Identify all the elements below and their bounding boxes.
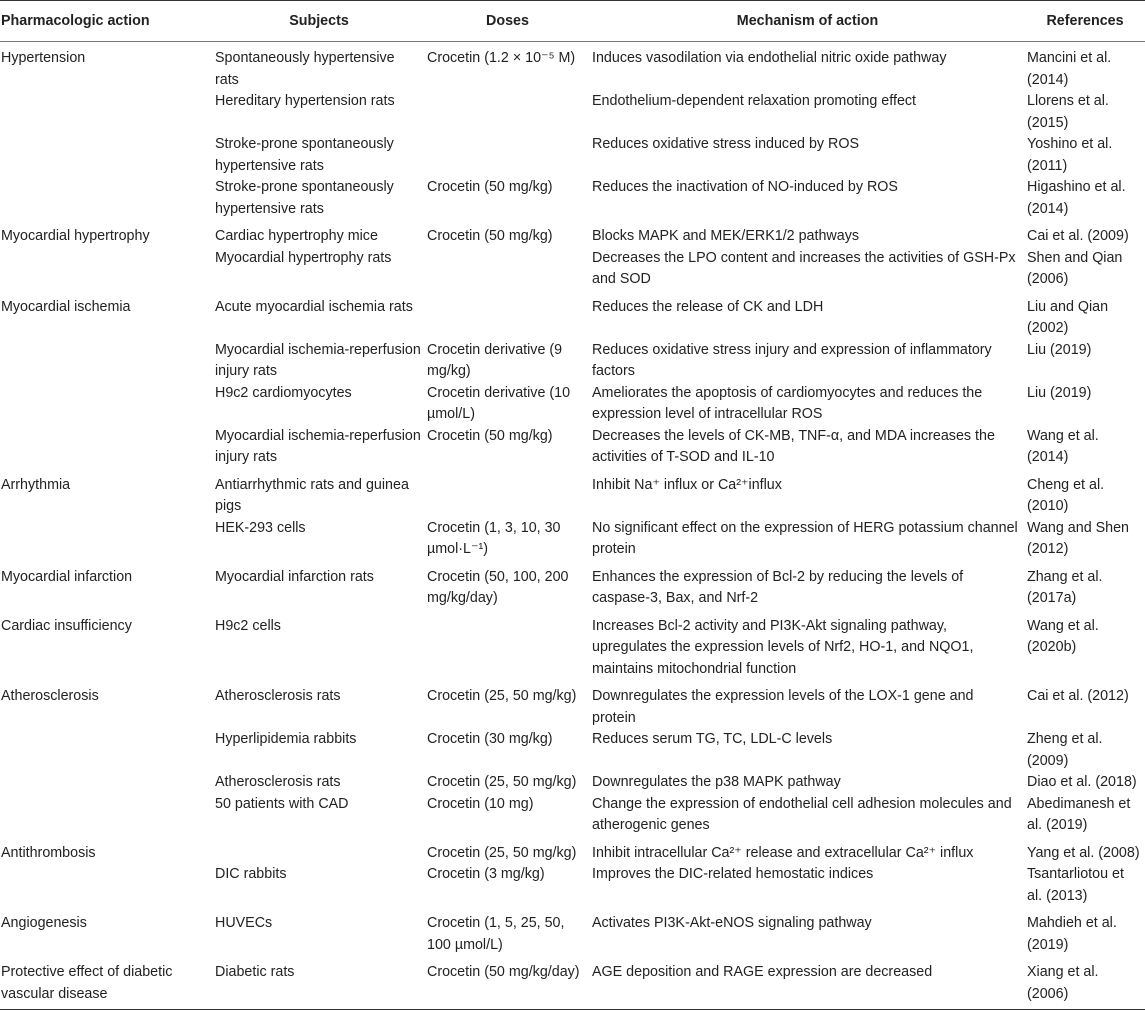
table-row — [0, 794, 1145, 837]
doses-cell: Crocetin (3 mg/kg) — [427, 866, 545, 882]
subjects-cell: Acute myocardial ischemia rats — [215, 298, 413, 315]
table-row — [0, 469, 1145, 518]
action-cell — [0, 340, 213, 383]
mechanism-cell: AGE deposition and RAGE expression are decreased — [590, 956, 1025, 1010]
reference-cell: Yoshino et al. (2011) — [1027, 136, 1113, 174]
mechanism-cell: Downregulates the p38 MAPK pathway — [592, 774, 841, 790]
table-row — [0, 837, 1145, 865]
mechanism-cell: Endothelium-dependent relaxation promoting effect — [592, 93, 917, 109]
mechanism-cell: Enhances the expression of Bcl-2 by reducing the levels of caspase-3, Bax, and Nrf-2 — [592, 568, 964, 606]
mechanism-cell: Improves the DIC-related hemostatic indices — [592, 866, 874, 882]
reference-cell: Xiang et al. (2006) — [1025, 956, 1145, 1010]
subjects-cell: Cardiac hypertrophy mice — [215, 228, 378, 244]
action-cell — [0, 864, 213, 907]
doses-cell: Crocetin (30 mg/kg) — [427, 731, 553, 747]
mechanism-cell: Decreases the LPO content and increases the activities of GSH-Px and SOD — [592, 249, 1016, 287]
doses-cell: Crocetin (1, 5, 25, 50, 100 µmol/L) — [427, 915, 565, 953]
table-row — [0, 248, 1145, 291]
doses-cell: Crocetin (50 mg/kg) — [427, 427, 553, 444]
action-cell: Protective effect of diabetic vascular disease — [0, 956, 213, 1010]
table-header-row — [0, 1, 1145, 42]
header-mechanism: Mechanism of action — [590, 1, 1025, 42]
table-row — [0, 134, 1145, 177]
action-cell: Cardiac insufficiency — [1, 617, 132, 634]
subjects-cell: Spontaneously hypertensive rats — [215, 50, 395, 88]
action-cell — [0, 772, 213, 794]
subjects-cell: Hyperlipidemia rabbits — [215, 731, 357, 747]
reference-cell: Higashino et al. (2014) — [1027, 179, 1126, 217]
reference-cell: Mahdieh et al. (2019) — [1027, 915, 1117, 953]
doses-cell — [425, 91, 590, 134]
doses-cell: Crocetin derivative (9 mg/kg) — [427, 341, 563, 379]
mechanism-cell: Ameliorates the apoptosis of cardiomyocytes and reduces the expression level of intracellular ROS — [592, 384, 983, 422]
reference-cell: Llorens et al. (2015) — [1027, 93, 1109, 131]
reference-cell: Zhang et al. (2017a) — [1027, 568, 1103, 606]
mechanism-cell: Downregulates the expression levels of the LOX-1 gene and protein — [592, 688, 974, 726]
mechanism-cell: Inhibit Na⁺ influx or Ca²⁺influx — [592, 476, 782, 493]
reference-cell: Cai et al. (2012) — [1027, 688, 1129, 704]
doses-cell — [425, 291, 590, 340]
reference-cell: Diao et al. (2018) — [1027, 774, 1137, 790]
subjects-cell: Antiarrhythmic rats and guinea pigs — [215, 476, 409, 514]
action-cell: Antithrombosis — [1, 844, 96, 861]
table-row — [0, 291, 1145, 340]
action-cell: Atherosclerosis — [1, 688, 99, 704]
reference-cell: Cheng et al. (2010) — [1027, 476, 1105, 514]
action-cell: Myocardial hypertrophy — [1, 228, 150, 244]
table-row — [0, 383, 1145, 426]
subjects-cell: Myocardial infarction rats — [215, 568, 374, 585]
subjects-cell: Atherosclerosis rats — [215, 774, 341, 790]
doses-cell: Crocetin (25, 50 mg/kg) — [427, 774, 577, 790]
doses-cell: Crocetin (1, 3, 10, 30 µmol·L⁻¹) — [427, 519, 561, 557]
mechanism-cell: Decreases the levels of CK-MB, TNF-α, and MDA increases the activities of T-SOD and IL-10 — [592, 427, 995, 465]
reference-cell: Zheng et al. (2009) — [1027, 731, 1103, 769]
action-cell — [0, 134, 213, 177]
mechanism-cell: No significant effect on the expression of HERG potassium channel protein — [592, 519, 1018, 557]
header-references: References — [1025, 1, 1145, 42]
doses-cell: Crocetin (1.2 × 10⁻⁵ M) — [427, 50, 576, 66]
doses-cell: Crocetin (25, 50 mg/kg) — [427, 844, 577, 861]
action-cell — [0, 248, 213, 291]
action-cell: Angiogenesis — [1, 915, 87, 931]
subjects-cell: Stroke-prone spontaneously hypertensive rats — [215, 179, 394, 217]
table-row — [0, 561, 1145, 610]
subjects-cell: Myocardial hypertrophy rats — [215, 249, 392, 266]
action-cell — [0, 518, 213, 561]
table-row — [0, 518, 1145, 561]
action-cell: Myocardial infarction — [1, 568, 133, 585]
reference-cell: Yang et al. (2008) — [1027, 844, 1140, 861]
doses-cell: Crocetin derivative (10 µmol/L) — [427, 384, 571, 422]
doses-cell — [425, 469, 590, 518]
subjects-cell: Myocardial ischemia-reperfusion injury rats — [215, 427, 421, 465]
header-pharmacologic-action: Pharmacologic action — [0, 1, 213, 42]
action-cell: Myocardial ischemia — [1, 298, 131, 315]
header-subjects: Subjects — [213, 1, 425, 42]
reference-cell: Wang et al. (2020b) — [1027, 617, 1099, 655]
mechanism-cell: Increases Bcl-2 activity and PI3K-Akt signaling pathway, upregulates the expression levels of Nrf2, HO-1, and NQO1, maintains mitochondrial function — [592, 617, 974, 677]
mechanism-cell: Reduces serum TG, TC, LDL-C levels — [592, 731, 833, 747]
reference-cell: Abedimanesh et al. (2019) — [1027, 795, 1131, 833]
mechanism-cell: Reduces oxidative stress induced by ROS — [592, 136, 860, 152]
table-row — [0, 956, 1145, 1010]
action-cell — [0, 383, 213, 426]
doses-cell: Crocetin (50 mg/kg) — [427, 179, 553, 195]
subjects-cell: Diabetic rats — [213, 956, 425, 1010]
subjects-cell — [213, 837, 425, 865]
reference-cell: Cai et al. (2009) — [1027, 228, 1129, 244]
reference-cell: Mancini et al. (2014) — [1027, 50, 1112, 88]
reference-cell: Wang and Shen (2012) — [1027, 519, 1130, 557]
table-row — [0, 864, 1145, 907]
action-cell: Hypertension — [1, 50, 86, 66]
action-cell: Arrhythmia — [1, 476, 71, 493]
doses-cell: Crocetin (10 mg) — [427, 795, 534, 812]
mechanism-cell: Activates PI3K-Akt-eNOS signaling pathway — [592, 915, 872, 931]
subjects-cell: Myocardial ischemia-reperfusion injury rats — [215, 341, 421, 379]
table-row — [0, 220, 1145, 248]
table-row — [0, 680, 1145, 729]
mechanism-cell: Change the expression of endothelial cell adhesion molecules and atherogenic genes — [592, 795, 1012, 833]
doses-cell: Crocetin (50 mg/kg/day) — [425, 956, 590, 1010]
mechanism-cell: Inhibit intracellular Ca²⁺ release and extracellular Ca²⁺ influx — [592, 844, 974, 861]
table-row — [0, 729, 1145, 772]
reference-cell: Wang et al. (2014) — [1027, 427, 1099, 465]
mechanism-cell: Reduces the release of CK and LDH — [592, 298, 824, 315]
subjects-cell: DIC rabbits — [215, 866, 287, 882]
subjects-cell: H9c2 cells — [215, 617, 281, 634]
doses-cell: Crocetin (50, 100, 200 mg/kg/day) — [427, 568, 569, 606]
action-cell — [0, 794, 213, 837]
table-row — [0, 907, 1145, 956]
table-row — [0, 91, 1145, 134]
subjects-cell: 50 patients with CAD — [215, 795, 349, 812]
table-row — [0, 177, 1145, 220]
action-cell — [0, 91, 213, 134]
subjects-cell: Atherosclerosis rats — [215, 688, 341, 704]
subjects-cell: HUVECs — [215, 915, 273, 931]
doses-cell: Crocetin (50 mg/kg) — [427, 228, 553, 244]
doses-cell: Crocetin (25, 50 mg/kg) — [427, 688, 577, 704]
subjects-cell: HEK-293 cells — [215, 519, 306, 536]
table-row — [0, 426, 1145, 469]
doses-cell — [425, 134, 590, 177]
doses-cell — [425, 610, 590, 681]
reference-cell: Shen and Qian (2006) — [1027, 249, 1123, 287]
subjects-cell: Stroke-prone spontaneously hypertensive rats — [215, 136, 394, 174]
reference-cell: Liu (2019) — [1027, 341, 1092, 358]
doses-cell — [425, 248, 590, 291]
table-row — [0, 340, 1145, 383]
table-row — [0, 772, 1145, 794]
action-cell — [0, 426, 213, 469]
subjects-cell: Hereditary hypertension rats — [215, 93, 395, 109]
table-row — [0, 42, 1145, 92]
table-row — [0, 610, 1145, 681]
reference-cell: Tsantarliotou et al. (2013) — [1027, 866, 1124, 904]
action-cell — [0, 177, 213, 220]
mechanism-cell: Reduces oxidative stress injury and expression of inflammatory factors — [592, 341, 992, 379]
mechanism-cell: Reduces the inactivation of NO-induced by ROS — [592, 179, 898, 195]
mechanism-cell: Induces vasodilation via endothelial nitric oxide pathway — [592, 50, 947, 66]
reference-cell: Liu (2019) — [1027, 384, 1092, 401]
mechanism-cell: Blocks MAPK and MEK/ERK1/2 pathways — [592, 228, 859, 244]
reference-cell: Liu and Qian (2002) — [1027, 298, 1109, 336]
action-cell — [0, 729, 213, 772]
header-doses: Doses — [425, 1, 590, 42]
table-body — [0, 42, 1145, 1010]
subjects-cell: H9c2 cardiomyocytes — [215, 384, 352, 401]
